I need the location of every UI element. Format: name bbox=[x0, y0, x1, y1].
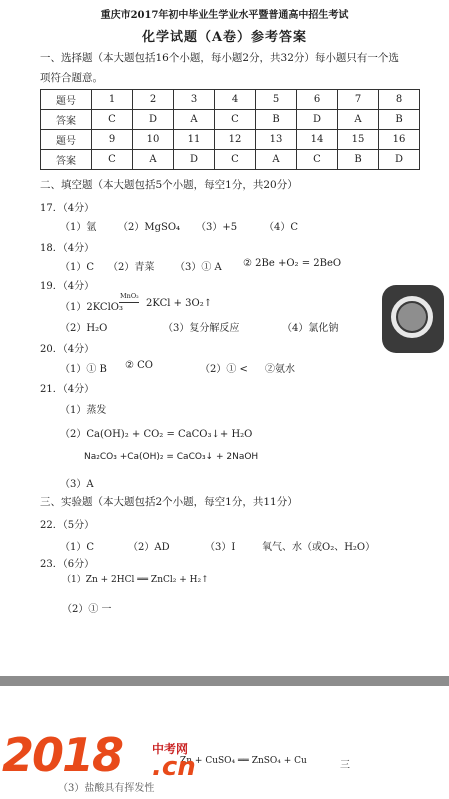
table-cell: C bbox=[92, 110, 133, 130]
answer-17-1: （1）氩 bbox=[60, 222, 97, 233]
table-cell: 3 bbox=[174, 90, 215, 110]
table-label: 答案 bbox=[41, 110, 92, 130]
table-cell: D bbox=[174, 150, 215, 170]
table-cell: 8 bbox=[379, 90, 420, 110]
reaction-arrow bbox=[119, 302, 139, 303]
answer-table bbox=[40, 89, 420, 170]
table-cell: 12 bbox=[215, 130, 256, 150]
answer-23-2: （2）① 一 bbox=[62, 604, 112, 615]
watermark-site: 中考网 bbox=[152, 742, 189, 756]
answer-21-1: （1）蒸发 bbox=[60, 405, 107, 416]
question-21: 21．（4分） bbox=[40, 384, 95, 395]
section1-intro: 一、选择题（本大题包括16个小题，每小题2分，共32分）每小题只有一个选 bbox=[40, 52, 399, 64]
table-cell: 1 bbox=[92, 90, 133, 110]
answer-18-4: ② 2Be +O₂ = 2BeO bbox=[243, 258, 342, 269]
table-cell: D bbox=[379, 150, 420, 170]
answer-20-2: ② CO bbox=[125, 360, 153, 371]
table-cell: 9 bbox=[92, 130, 133, 150]
table-cell: C bbox=[215, 110, 256, 130]
answer-19-3: （3）复分解反应 bbox=[163, 323, 240, 334]
question-22: 22．（5分） bbox=[40, 520, 95, 531]
answer-23-bottom-equation: Zn + CuSO₄ ══ ZnSO₄ + Cu bbox=[180, 756, 307, 766]
table-cell: A bbox=[256, 150, 297, 170]
page-divider bbox=[0, 676, 449, 686]
watermark-year: 2018 bbox=[2, 728, 123, 782]
section1-intro-cont: 项符合题意。 bbox=[40, 72, 103, 84]
table-label: 题号 bbox=[41, 130, 92, 150]
answer-17-2: （2）MgSO₄ bbox=[118, 222, 181, 233]
table-label: 答案 bbox=[41, 150, 92, 170]
question-19: 19．（4分） bbox=[40, 281, 95, 292]
table-label: 题号 bbox=[41, 90, 92, 110]
table-cell: 14 bbox=[297, 130, 338, 150]
answer-23-1: （1）Zn + 2HCl ══ ZnCl₂ + H₂↑ bbox=[62, 575, 209, 585]
table-cell: 13 bbox=[256, 130, 297, 150]
table-cell: C bbox=[92, 150, 133, 170]
question-18: 18．（4分） bbox=[40, 243, 95, 254]
answer-18-1: （1）C bbox=[60, 262, 95, 273]
table-cell: B bbox=[256, 110, 297, 130]
table-row bbox=[41, 90, 420, 110]
question-17: 17．（4分） bbox=[40, 203, 95, 214]
table-row bbox=[41, 150, 420, 170]
table-cell: B bbox=[338, 150, 379, 170]
answer-22-2: （2）AD bbox=[128, 542, 170, 553]
answer-18-2: （2）青菜 bbox=[108, 262, 155, 273]
table-cell: 15 bbox=[338, 130, 379, 150]
catalyst-label: MnO₂ bbox=[120, 292, 139, 300]
answer-21-equation: Na₂CO₃ +Ca(OH)₂ = CaCO₃↓ + 2NaOH bbox=[84, 452, 259, 462]
answer-22-3: （3）Ⅰ bbox=[205, 542, 236, 553]
question-20: 20．（4分） bbox=[40, 344, 95, 355]
table-cell: C bbox=[297, 150, 338, 170]
table-cell: 11 bbox=[174, 130, 215, 150]
answer-17-3: （3）+5 bbox=[196, 222, 238, 233]
answer-23-bottom-3: （3）盐酸具有挥发性 bbox=[58, 783, 155, 794]
page-title: 化学试题（A卷）参考答案 bbox=[141, 30, 308, 45]
answer-21-2: （2）Ca(OH)₂ + CO₂ = CaCO₃↓+ H₂O bbox=[60, 429, 253, 440]
table-cell: C bbox=[215, 150, 256, 170]
answer-21-3: （3）A bbox=[60, 479, 94, 490]
answer-20-1: （1）① B bbox=[60, 364, 107, 375]
answer-19-4: （4）氯化钠 bbox=[282, 323, 339, 334]
watermark-domain: .cn bbox=[152, 752, 196, 782]
table-cell: 5 bbox=[256, 90, 297, 110]
exam-header: 重庆市2017年初中毕业生学业水平暨普通高中招生考试 bbox=[100, 10, 349, 21]
answer-18-3: （3）① A bbox=[175, 262, 222, 273]
answer-19-2: （2）H₂O bbox=[60, 323, 108, 334]
table-cell: D bbox=[297, 110, 338, 130]
table-cell: B bbox=[379, 110, 420, 130]
question-23: 23．（6分） bbox=[40, 559, 95, 570]
table-cell: 16 bbox=[379, 130, 420, 150]
table-row bbox=[41, 130, 420, 150]
answer-20-4: ②氨水 bbox=[265, 364, 295, 375]
answer-22-1: （1）C bbox=[60, 542, 95, 553]
table-cell: A bbox=[133, 150, 174, 170]
table-row bbox=[41, 110, 420, 130]
section3-intro: 三、实验题（本大题包括2个小题，每空1分，共11分） bbox=[40, 496, 298, 508]
table-cell: 6 bbox=[297, 90, 338, 110]
answer-23-bottom-mark: 三 bbox=[340, 760, 350, 771]
answer-22-4: 氧气、水（或O₂、H₂O） bbox=[262, 542, 376, 553]
table-cell: A bbox=[174, 110, 215, 130]
table-cell: 4 bbox=[215, 90, 256, 110]
table-cell: 2 bbox=[133, 90, 174, 110]
table-cell: 7 bbox=[338, 90, 379, 110]
answer-19-1: （1）2KClO₃ bbox=[60, 302, 123, 313]
answer-17-4: （4）C bbox=[264, 222, 299, 233]
table-cell: A bbox=[338, 110, 379, 130]
section2-intro: 二、填空题（本大题包括5个小题，每空1分，共20分） bbox=[40, 179, 298, 191]
assistive-dot-icon bbox=[398, 303, 426, 331]
table-cell: D bbox=[133, 110, 174, 130]
table-cell: 10 bbox=[133, 130, 174, 150]
answer-20-3: （2）① < bbox=[200, 364, 248, 375]
answer-19-1-product: 2KCl + 3O₂↑ bbox=[146, 298, 213, 309]
